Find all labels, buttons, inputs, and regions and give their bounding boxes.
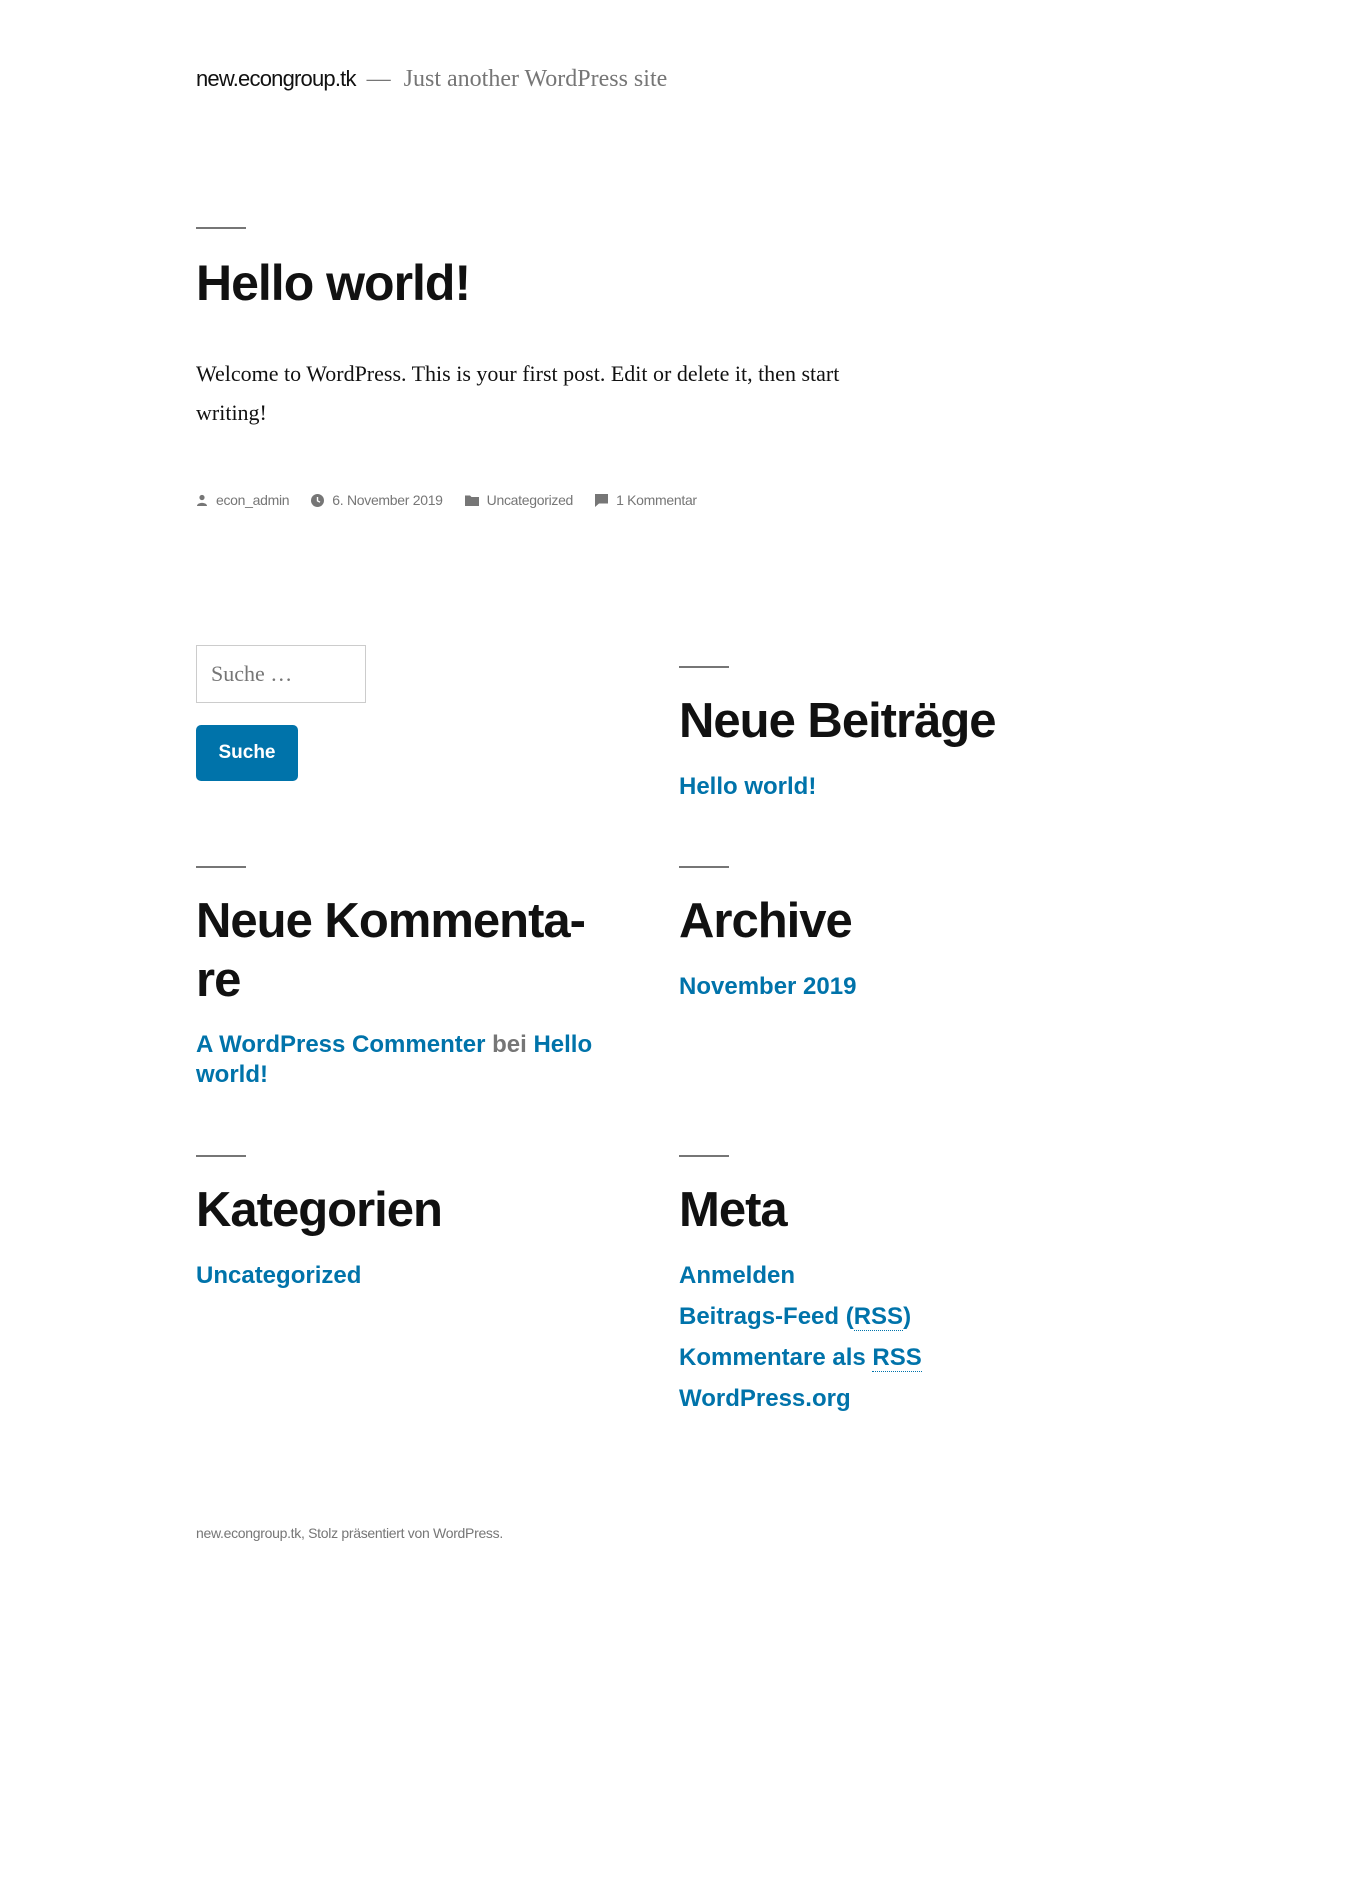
rss-abbr: RSS (853, 1303, 904, 1330)
list-item (679, 1296, 922, 1337)
category-link[interactable]: Uncategorized (196, 1262, 362, 1289)
meta-list (679, 1255, 922, 1419)
post-title[interactable] (196, 256, 470, 311)
posts-feed-suffix: ) (903, 1303, 912, 1330)
rss-abbr: RSS (872, 1344, 922, 1371)
comments-feed-prefix: Kommentare als (679, 1344, 873, 1371)
post-meta (196, 492, 719, 508)
post-comments (595, 492, 697, 508)
comment-connector: bei (492, 1031, 527, 1058)
post-divider (196, 227, 246, 229)
post-author-link[interactable]: econ_admin (216, 492, 290, 508)
comment-author-link[interactable]: A WordPress Commenter (196, 1031, 486, 1058)
comment-post-link[interactable]: Hello world! (196, 1031, 593, 1088)
site-tagline: Just another WordPress site (403, 66, 668, 92)
recent-post-link[interactable]: Hello world! (679, 773, 817, 800)
archives-divider (679, 866, 729, 868)
site-header (196, 66, 667, 93)
login-link[interactable]: Anmelden (679, 1262, 796, 1289)
clock-icon (311, 494, 324, 507)
search-input[interactable] (196, 645, 366, 703)
recent-comments-title (196, 892, 585, 1010)
site-title-link[interactable]: new.econgroup.tk (196, 66, 356, 91)
post-category-link[interactable]: Uncategorized (486, 492, 574, 508)
categories-divider (196, 1155, 246, 1157)
list-item (679, 766, 816, 807)
categories-title: Kategorien (196, 1183, 442, 1237)
recent-comment-item (196, 1030, 616, 1090)
header-separator: — (366, 66, 391, 92)
list-item (196, 1255, 361, 1296)
archive-link[interactable]: November 2019 (679, 973, 857, 1000)
recent-posts-divider (679, 666, 729, 668)
meta-divider (679, 1155, 729, 1157)
recent-comments-title-line2: re (196, 953, 241, 1007)
list-item (679, 1255, 922, 1296)
categories-list (196, 1255, 361, 1296)
recent-posts-list (679, 766, 816, 807)
list-item (679, 1378, 922, 1419)
recent-comments-divider (196, 866, 246, 868)
posts-feed-prefix: Beitrags-Feed ( (679, 1303, 854, 1330)
post-category (465, 492, 573, 508)
archives-list (679, 966, 856, 1007)
search-button[interactable]: Suche (196, 725, 298, 781)
person-icon (196, 494, 208, 506)
meta-title: Meta (679, 1183, 787, 1237)
post-date (311, 492, 442, 508)
post-date-link[interactable]: 6. November 2019 (332, 492, 443, 508)
list-item (679, 966, 856, 1007)
list-item (679, 1337, 922, 1378)
comments-feed-link[interactable] (679, 1344, 922, 1372)
footer-separator: , (300, 1525, 309, 1541)
posts-feed-link[interactable] (679, 1303, 911, 1331)
archives-title: Archive (679, 894, 852, 948)
post-author (196, 492, 289, 508)
footer-credit-link[interactable]: Stolz präsentiert von WordPress. (308, 1525, 503, 1541)
wordpress-org-link[interactable]: WordPress.org (679, 1385, 851, 1412)
post-title-link[interactable]: Hello world! (196, 255, 471, 311)
footer-site-link[interactable]: new.econgroup.tk (196, 1525, 301, 1541)
recent-comments-title-line1: Neue Kommenta- (196, 894, 585, 948)
post-excerpt: Welcome to WordPress. This is your first post. Edit or delete it, then start writing! (196, 361, 840, 425)
comment-icon (595, 494, 608, 507)
recent-posts-title: Neue Beiträge (679, 694, 996, 748)
site-footer (196, 1525, 503, 1541)
folder-icon (465, 494, 479, 506)
post-comments-link[interactable]: 1 Kommentar (616, 492, 697, 508)
